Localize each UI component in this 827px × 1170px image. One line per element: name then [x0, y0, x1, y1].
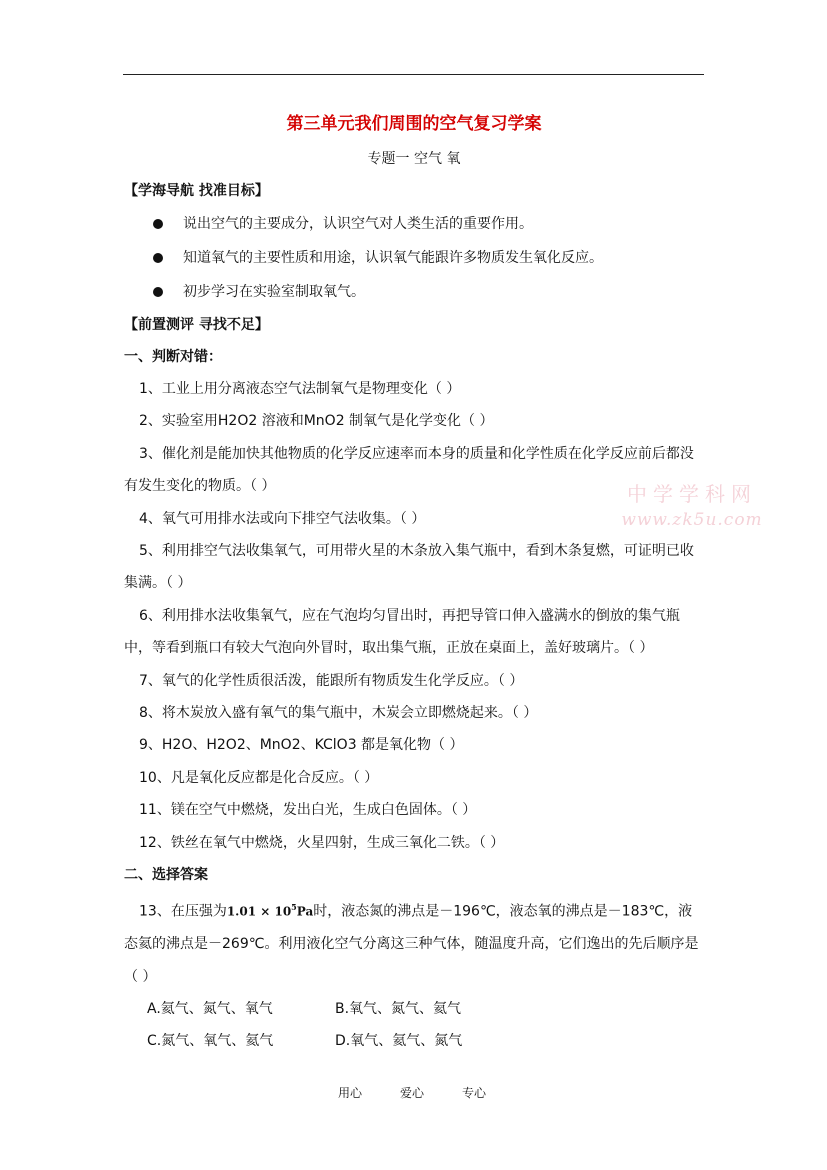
footer-middle: 爱心: [400, 1086, 425, 1100]
question-13: [124, 891, 704, 993]
option-c: C.氮气、氧气、氦气: [147, 1033, 274, 1050]
goal-text: 初步学习在实验室制取氧气。: [183, 284, 365, 300]
goal-text: 说出空气的主要成分，认识空气对人类生活的重要作用。: [183, 216, 533, 232]
footer-left: 用心: [338, 1086, 363, 1100]
question-1: 1、工业上用分离液态空气法制氧气是物理变化（ ）: [139, 381, 461, 397]
watermark-line-1: 中学学科网: [627, 482, 757, 506]
pressure-unit: Pa: [296, 904, 314, 919]
option-d: D.氧气、氦气、氮气: [335, 1033, 463, 1050]
document-body: [124, 108, 704, 1058]
watermark-line-2: www.zk5u.com: [621, 510, 763, 530]
question-3: 3、催化剂是能加快其他物质的化学反应速率而本身的质量和化学性质在化学反应前后都没有发生变化的物质。（ ）: [124, 445, 694, 495]
question-12: 12、铁丝在氧气中燃烧，火星四射，生成三氧化二铁。（ ）: [139, 834, 505, 851]
q13-options-row-1: [124, 993, 704, 1025]
watermark: [612, 480, 772, 532]
pressure-value: 1.01 × 10: [226, 904, 292, 919]
goal-item: [124, 241, 704, 275]
option-b: B.氧气、氮气、氦气: [335, 1000, 462, 1017]
part2-heading: 二、选择答案: [124, 867, 208, 884]
part1-heading: 一、判断对错：: [124, 349, 222, 365]
section-pretest-heading: 【前置测评 寻找不足】: [124, 317, 269, 333]
question-7: 7、氧气的化学性质很活泼，能跟所有物质发生化学反应。（ ）: [139, 672, 524, 689]
bullet-icon: [153, 219, 163, 229]
question-4: 4、氧气可用排水法或向下排空气法收集。（ ）: [139, 510, 426, 527]
question-5: 5、利用排空气法收集氧气，可用带火星的木条放入集气瓶中，看到木条复燃，可证明已收集满。（ ）: [124, 543, 694, 592]
question-6: 6、利用排水法收集氧气，应在气泡均匀冒出时，再把导管口伸入盛满水的倒放的集气瓶中，等看到瓶口有较大气泡向外冒时，取出集气瓶，正放在桌面上，盖好玻璃片。（ ）: [124, 607, 680, 657]
goal-text: 知道氧气的主要性质和用途，认识氧气能跟许多物质发生氧化反应。: [183, 250, 603, 266]
q13-text: 时，液态氮的沸点是－196℃，液态氧的沸点是－183℃，液态氦的沸点是－269℃。利用液化空气分离这三种气体，随温度升高，它们逸出的先后顺序是（ ）: [124, 903, 699, 985]
q13-prefix: 13、在压强为: [139, 903, 227, 920]
bullet-icon: [153, 253, 163, 263]
question-9: 9、H2O、H2O2、MnO2、KClO3 都是氧化物（ ）: [139, 737, 464, 754]
question-8: 8、将木炭放入盛有氧气的集气瓶中，木炭会立即燃烧起来。（ ）: [139, 705, 538, 722]
question-10: 10、凡是氧化反应都是化合反应。（ ）: [139, 769, 379, 786]
document-subtitle: 专题一 空气 氧: [367, 151, 461, 167]
goal-item: [124, 207, 704, 241]
q13-options-row-2: [124, 1025, 704, 1057]
bullet-icon: [153, 287, 163, 297]
goal-item: [124, 275, 704, 309]
pressure-exponent: 5: [291, 902, 297, 913]
option-a: A.氦气、氮气、氧气: [147, 1000, 273, 1017]
question-11: 11、镁在空气中燃烧，发出白光，生成白色固体。（ ）: [139, 802, 477, 819]
question-2: 2、实验室用H2O2 溶液和MnO2 制氧气是化学变化（ ）: [139, 413, 494, 430]
page-footer: [0, 1083, 827, 1103]
section-goals-heading: 【学海导航 找准目标】: [124, 183, 269, 199]
footer-right: 专心: [462, 1086, 487, 1100]
document-title: 第三单元我们周围的空气复习学案: [286, 114, 542, 134]
header-rule: [123, 74, 704, 75]
